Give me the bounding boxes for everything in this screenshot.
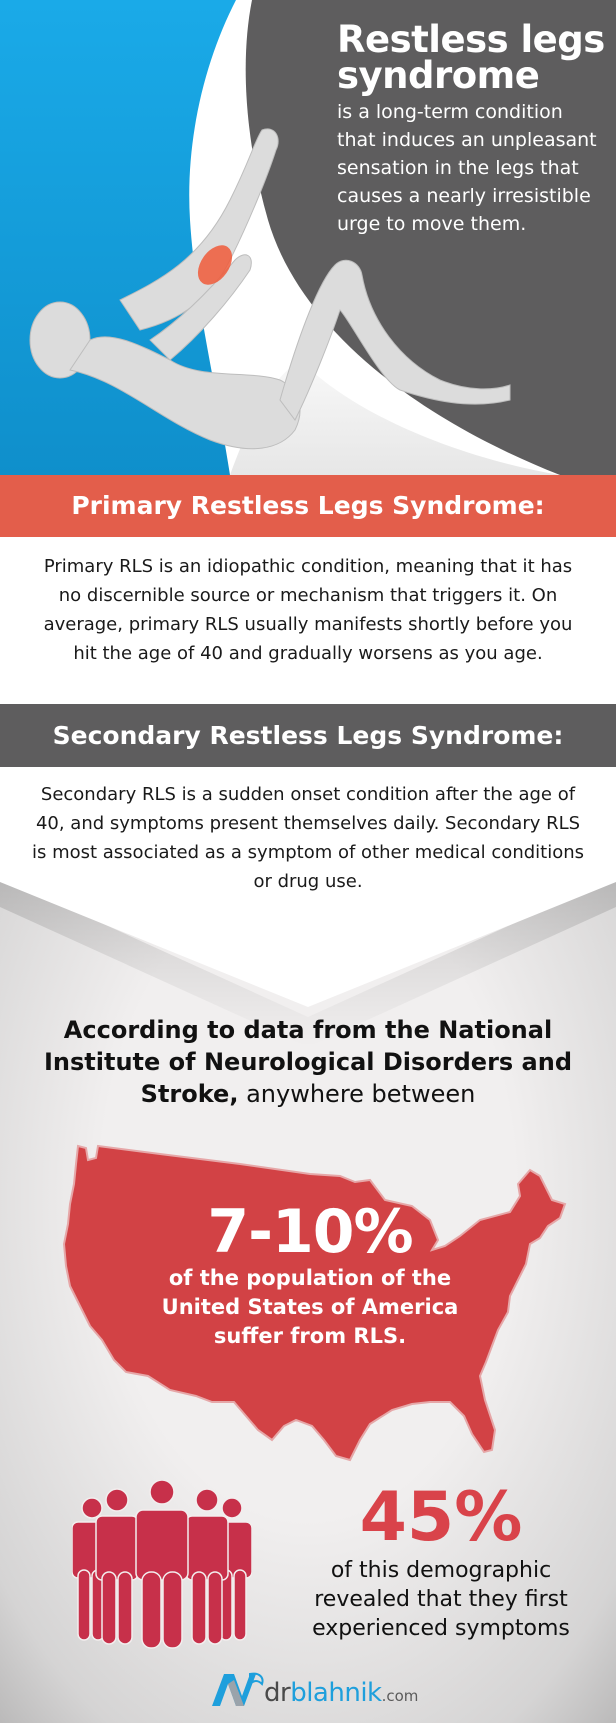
us-population-caption: of the population of the United States of America suffer from RLS. [161, 1266, 459, 1348]
logo-name: blahnik [290, 1678, 382, 1708]
logo-prefix: dr [264, 1678, 291, 1708]
us-population-stat [140, 1197, 480, 1351]
demographic-stat [296, 1480, 586, 1643]
source-name: According to data from the National Institute of Neurological Disorders and Stroke, [44, 1016, 572, 1108]
demographic-value: 45% [359, 1478, 523, 1557]
logo-n-leaf-icon [210, 1670, 264, 1708]
hero-section [0, 0, 616, 475]
secondary-rls-description: Secondary RLS is a sudden onset condition after the age of 40, and symptoms present themselves daily. Secondary RLS is most associated as a symptom of other medical conditions or drug use. [31, 784, 585, 892]
drblahnik-logo[interactable] [210, 1668, 418, 1708]
us-population-value: 7-10% [207, 1197, 413, 1267]
primary-rls-heading: Primary Restless Legs Syndrome: [0, 475, 616, 537]
logo-tld: .com [381, 1687, 419, 1705]
demographic-caption: of this demographic revealed that they first experienced symptoms [312, 1558, 570, 1641]
hero-text [337, 18, 607, 238]
people-group-icon [72, 1480, 252, 1650]
source-statement [40, 1014, 576, 1110]
primary-rls-description: Primary RLS is an idiopathic condition, meaning that it has no discernible source or mechanism that triggers it. On average, primary RLS usually manifests shortly before you hit the age of 40 and gradually worsens as you age. [43, 556, 573, 664]
secondary-rls-heading: Secondary Restless Legs Syndrome: [0, 704, 616, 767]
hero-title: Restless legs syndrome [337, 18, 605, 97]
hero-description: is a long-term condition that induces an unpleasant sensation in the legs that causes a nearly irresistible urge to move them. [337, 101, 597, 235]
source-rest: anywhere between [246, 1080, 476, 1108]
